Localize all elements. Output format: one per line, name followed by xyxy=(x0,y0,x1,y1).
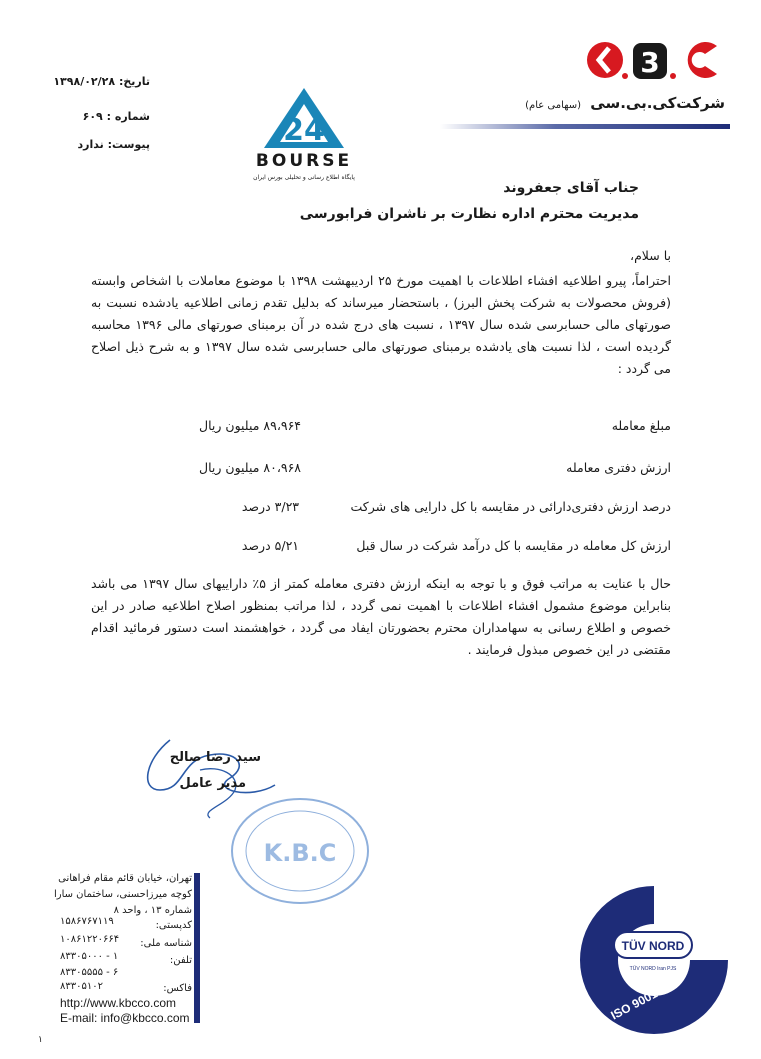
svg-text:3: 3 xyxy=(640,46,660,79)
item-value-amount: ۸۹،۹۶۴ میلیون ریال xyxy=(199,418,301,433)
number-value: ۶۰۹ xyxy=(82,110,103,123)
footer-divider xyxy=(194,873,200,1023)
stamp-text: K.B.C xyxy=(263,839,337,867)
national-id-value: ۱۰۸۶۱۲۲۰۶۶۴ xyxy=(60,934,120,945)
attachment-line xyxy=(78,138,150,151)
item-value-revenue-ratio: ۵/۲۱ درصد xyxy=(241,538,299,553)
phone-value-1: ۸۳۳۰۵۰۰۰ - ۱ xyxy=(60,951,119,962)
date-value: ۱۳۹۸/۰۲/۲۸ xyxy=(53,75,116,88)
email-link[interactable]: E-mail: info@kbcco.com xyxy=(60,1011,190,1025)
company-type: (سهامی عام) xyxy=(525,100,582,111)
attachment-value: ندارد xyxy=(77,138,104,151)
intro-paragraph: احتراماً، پیرو اطلاعیه افشاء اطلاعات با اهمیت مورخ ۲۵ اردیبهشت ۱۳۹۸ با موضوع معاملات با اشخاص وابسته (فروش محصولات به شرکت پخش البرز) ، باستحضار میرساند که بدلیل تقدم زمانی اطلاعیه یادشده نسبت به صورتهای مالی حسابرسی شده سال ۱۳۹۷ ، نسبت های درج شده در آن برمبنای صورتهای مالی ۱۳۹۶ محاسبه گردیده است ، لذا نسبت های یادشده برمبنای صورتهای مالی حسابرسی شده سال ۱۳۹۷ و به شرح ذیل اصلاح می گردد : xyxy=(91,273,671,376)
page-number: ۱ xyxy=(38,1035,43,1045)
logo-text: K.B.C xyxy=(585,38,588,39)
date-label: تاریخ: xyxy=(118,75,150,88)
recipient-name: جناب آقای جعفروند xyxy=(503,180,639,196)
postal-value: ۱۵۸۶۷۶۷۱۱۹ xyxy=(60,916,114,927)
recipient-title: مدیریت محترم اداره نظارت بر ناشران فرابورسی xyxy=(299,206,639,222)
kbc-logo xyxy=(585,38,725,88)
signer-title: مدیر عامل xyxy=(179,776,246,791)
item-label-book-value: ارزش دفتری معامله xyxy=(566,460,671,475)
company-stamp xyxy=(228,795,373,907)
address-line-1: تهران، خیابان قائم مقام فراهانی xyxy=(58,873,192,884)
signer-name: سید رضا صالح xyxy=(169,750,261,765)
svg-text:24: 24 xyxy=(283,113,325,148)
fax-value: ۸۳۳۰۵۱۰۲ xyxy=(60,981,103,992)
number-line xyxy=(83,110,150,123)
item-label-asset-ratio: درصد ارزش دفتری‌دارائی در مقایسه با کل دارایی های شرکت xyxy=(350,499,671,514)
item-label-amount: مبلغ معامله xyxy=(611,418,671,433)
greeting: با سلام، xyxy=(630,248,671,263)
header-divider xyxy=(440,124,730,129)
postal-label: کدپستی: xyxy=(155,920,192,931)
bourse-logo xyxy=(244,86,364,184)
iso-label: ISO 9001 xyxy=(608,986,660,1023)
tuv-iso-logo xyxy=(574,880,734,1040)
national-id-label: شناسه ملی: xyxy=(140,938,192,949)
tuv-sub: TÜV NORD Iran PJS xyxy=(629,966,677,972)
number-label: شماره : xyxy=(106,110,150,123)
address-line-2: کوچه میرزاحسنی، ساختمان سارا xyxy=(53,889,192,900)
tuv-brand: TÜV NORD xyxy=(621,939,685,953)
fax-label: فاکس: xyxy=(163,983,192,994)
phone-value-2: ۸۳۳۰۵۵۵۵ - ۶ xyxy=(60,967,119,978)
item-label-revenue-ratio: ارزش کل معامله در مقایسه با کل درآمد شرکت در سال قبل xyxy=(356,538,671,553)
company-name-text: شرکت‌کی.بی.سی xyxy=(590,94,725,112)
bourse-logo-caption: پایگاه اطلاع رسانی و تحلیلی بورس ایران xyxy=(253,174,355,181)
phone-label: تلفن: xyxy=(169,955,192,966)
item-value-book-value: ۸۰،۹۶۸ میلیون ریال xyxy=(199,460,301,475)
conclusion-paragraph: حال با عنایت به مراتب فوق و با توجه به اینکه ارزش دفتری معامله کمتر از ۵٪ داراییهای سال ۱۳۹۷ می باشد بنابراین موضوع مشمول افشاء اطلاعات با اهمیت نمی گردد ، لذا مراتب بمنظور اصلاح اطلاعیه صادر در این خصوص و اطلاع رسانی به سهامداران محترم بحضورتان ایفاد می گردد ، خواهشمند است دستور فرمائید اقدام مقتضی در این خصوص مبذول فرمایند . xyxy=(91,576,672,657)
company-name xyxy=(525,94,725,112)
bourse-logo-text: BOURSE xyxy=(255,151,353,171)
attachment-label: پیوست: xyxy=(107,138,150,151)
website-link[interactable]: http://www.kbcco.com xyxy=(60,996,177,1010)
address-line-3: شماره ۱۳ ، واحد ۸ xyxy=(113,905,192,916)
date-line xyxy=(53,75,150,88)
item-value-asset-ratio: ۳/۲۳ درصد xyxy=(241,499,299,514)
